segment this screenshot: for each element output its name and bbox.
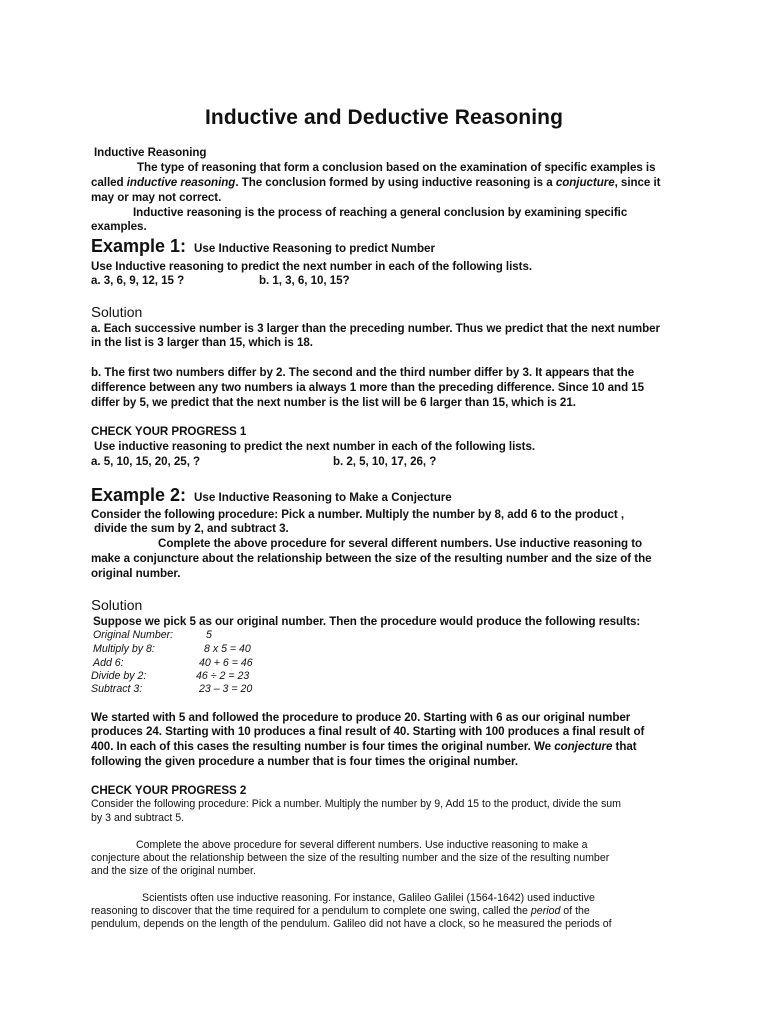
step-value: 46 ÷ 2 = 23 <box>196 670 250 682</box>
cyp1-list-b: b. 2, 5, 10, 17, 26, ? <box>333 455 437 468</box>
step-label: Original Number: <box>93 629 174 641</box>
example1-sol-b-line2: difference between any two numbers ia always 1 more than the preceding difference. Since 10 and 15 <box>91 381 645 394</box>
example2-line1: Consider the following procedure: Pick a number. Multiply the number by 8, add 6 to the product , <box>91 508 625 521</box>
galileo-line3: pendulum, depends on the length of the pendulum. Galileo did not have a clock, so he measured the periods of <box>91 918 612 930</box>
example1-sol-b-line1: b. The first two numbers differ by 2. The second and the third number differ by 3. It appears that the <box>91 366 635 379</box>
step-label: Add 6: <box>93 657 124 669</box>
example2-line2: divide the sum by 2, and subtract 3. <box>94 522 289 535</box>
intro-p1-line3: may or may not correct. <box>91 191 222 204</box>
intro-p2-line2: examples. <box>91 220 147 233</box>
example2-para-line1: We started with 5 and followed the procedure to produce 20. Starting with 6 as our original number <box>91 711 631 724</box>
step-value: 40 + 6 = 46 <box>199 657 253 669</box>
example2-solution-heading: Solution <box>91 597 143 614</box>
step-value: 5 <box>206 629 212 641</box>
example2-heading: Example 2: Use Inductive Reasoning to Make a Conjecture <box>91 485 452 505</box>
example1-solution-heading: Solution <box>91 304 143 321</box>
example1-sol-a-line1: a. Each successive number is 3 larger than the preceding number. Thus we predict that the next number <box>91 322 660 335</box>
example1-sol-a-line2: in the list is 3 larger than 15, which is 18. <box>91 336 313 349</box>
cyp2-line1: Consider the following procedure: Pick a number. Multiply the number by 9, Add 15 to the product, divide the sum <box>91 798 621 810</box>
galileo-line1: Scientists often use inductive reasoning. For instance, Galileo Galilei (1564-1642) used inductive <box>142 892 595 904</box>
cyp1-heading: CHECK YOUR PROGRESS 1 <box>91 425 247 438</box>
cyp2-line3: Complete the above procedure for several different numbers. Use inductive reasoning to make a <box>136 839 588 851</box>
example2-para-line3: 400. In each of this cases the resulting number is four times the original number. We conjecture that <box>91 740 637 753</box>
cyp2-line2: by 3 and subtract 5. <box>91 812 185 824</box>
example1-heading: Example 1: Use Inductive Reasoning to predict Number <box>91 236 435 256</box>
page-title: Inductive and Deductive Reasoning <box>204 106 564 129</box>
example2-line4: make a conjuncture about the relationship between the size of the resulting number and the size of the <box>91 552 652 565</box>
example1-sol-b-line3: differ by 5, we predict that the next number is the list will be 6 larger than 15, which is 21. <box>91 396 576 409</box>
cyp1-line1: Use inductive reasoning to predict the next number in each of the following lists. <box>94 440 536 453</box>
step-label: Divide by 2: <box>91 670 147 682</box>
example2-line5: original number. <box>91 567 181 580</box>
cyp1-list-a: a. 5, 10, 15, 20, 25, ? <box>91 455 201 468</box>
galileo-line2: reasoning to discover that the time required for a pendulum to complete one swing, called the period of the <box>91 905 590 917</box>
example2-sol-line1: Suppose we pick 5 as our original number. Then the procedure would produce the following results: <box>93 615 641 628</box>
example1-list-a: a. 3, 6, 9, 12, 15 ? <box>91 274 185 287</box>
step-value: 23 – 3 = 20 <box>199 683 253 695</box>
step-label: Subtract 3: <box>91 683 143 695</box>
example1-line1: Use Inductive reasoning to predict the next number in each of the following lists. <box>91 260 533 273</box>
example2-para-line2: produces 24. Starting with 10 produces a final result of 40. Starting with 100 produces a final result of <box>91 725 645 738</box>
example2-subheading: Use Inductive Reasoning to Make a Conjecture <box>194 491 452 504</box>
intro-p1-line1: The type of reasoning that form a conclusion based on the examination of specific examples is <box>137 161 656 174</box>
example2-para-line4: following the given procedure a number that is four times the original number. <box>91 755 519 768</box>
example1-list-b: b. 1, 3, 6, 10, 15? <box>259 274 350 287</box>
step-label: Multiply by 8: <box>93 643 155 655</box>
cyp2-line4: conjecture about the relationship between the size of the resulting number and the size of the resulting number <box>91 852 610 864</box>
intro-p2-line1: Inductive reasoning is the process of reaching a general conclusion by examining specific <box>133 206 628 219</box>
step-value: 8 x 5 = 40 <box>204 643 251 655</box>
example1-subheading: Use Inductive Reasoning to predict Number <box>194 242 435 255</box>
section-heading-inductive: Inductive Reasoning <box>94 146 207 159</box>
example2-line3: Complete the above procedure for several different numbers. Use inductive reasoning to <box>158 537 643 550</box>
cyp2-heading: CHECK YOUR PROGRESS 2 <box>91 784 247 797</box>
cyp2-line5: and the size of the original number. <box>91 865 256 877</box>
intro-p1-line2: called inductive reasoning. The conclusion formed by using inductive reasoning is a conjucture, since it <box>91 176 661 189</box>
